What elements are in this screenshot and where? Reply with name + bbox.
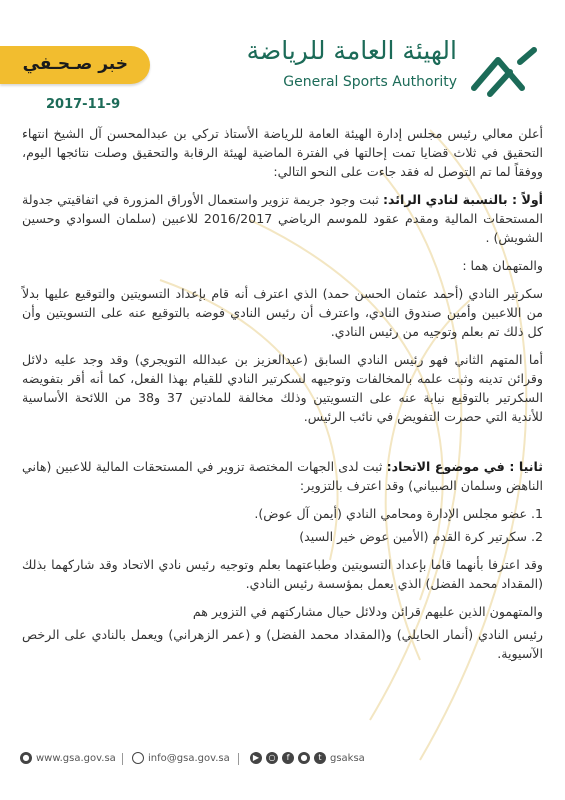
confession-paragraph: وقد اعترفا بأنهما قاما بإعداد التسويتين وطباعتهما بعلم وتوجيه رئيس نادي الاتحاد وقد شاركهما بذلك (المقداد محمد الفضل) الذي يعمل بمؤسسة رئيس النادي. [22, 557, 543, 591]
youtube-icon[interactable]: ▶ [250, 752, 262, 764]
section-heading: أولاً : بالنسبة لنادي الرائد: [382, 192, 544, 207]
email-icon [132, 752, 144, 764]
raed-finding-paragraph: أولاً : بالنسبة لنادي الرائد: ثبت وجود جريمة تزوير واستعمال الأوراق المزورة في اتفاقيتي جدولة المستحقات المالية ومقدم عقود للموسم الرياضي 2016/2017 للاعبين (سلمان السوادي وحسين الشويش) . [22, 192, 544, 245]
first-accused-paragraph: سكرتير النادي (أحمد عثمان الحسن حمد) الذي اعترف أنه قام بإعداد التسويتين والتوقيع عليها بدلاً من اللاعبين وأمين صندوق النادي، واعترف أن رئيس النادي فوضه بالتوقيع عنه على التسويتين وأن كل ذلك تم بعلم وتوجيه من رئيس النادي. [22, 286, 543, 339]
badge-label: خبر صـحـفي [22, 54, 128, 74]
snapchat-icon[interactable]: ● [298, 752, 310, 764]
accused-list-paragraph: رئيس النادي (أنمار الحايلي) و(المقداد محمد الفضل) و (عمر الزهراني) ويعمل بالنادي على الرخص الآسيوية. [22, 627, 543, 661]
list-item: 2. سكرتير كرة القدم (الأمين عوض خير السيد) [299, 529, 543, 544]
second-accused-paragraph: أما المتهم الثاني فهو رئيس النادي السابق (عبدالعزيز بن عبدالله التويجري) وقد وجد عليه دلائل وقرائن تدينه وثبت علمه بالمخالفات وتوجيهه لسكرتير النادي للقيام بهذا الفعل، كما أنه أقر بتفويضه السكرتير بالتوقيع نيابة عنه على التسويتين وذلك مخالفة للمادتين 37 و38 من اللائحة الأساسية للأندية التي حصرت التفويض في نائب الرئيس. [22, 352, 543, 424]
footer [20, 752, 541, 768]
instagram-icon[interactable]: ○ [266, 752, 278, 764]
article-body [22, 124, 543, 672]
footer-website[interactable]: ● www.gsa.gov.sa [20, 752, 116, 764]
org-name-arabic: الهيئة العامة للرياضة [246, 36, 457, 65]
list-item: 1. عضو مجلس الإدارة ومحامي النادي (أيمن آل عوض). [254, 506, 543, 521]
facebook-icon[interactable]: f [282, 752, 294, 764]
org-name-english: General Sports Authority [283, 74, 457, 90]
footer-social [250, 752, 365, 764]
social-handle: gsaksa [330, 752, 365, 764]
footer-email[interactable]: info@gsa.gov.sa [132, 752, 230, 764]
globe-icon: ● [20, 752, 32, 764]
release-date: 2017-11-9 [46, 97, 121, 112]
press-release-badge [0, 46, 150, 84]
intro-paragraph: أعلن معالي رئيس مجلس إدارة الهيئة العامة للرياضة الأستاذ تركي بن عبدالمحسن آل الشيخ انتهاء التحقيق في ثلاث قضايا تمت إحالتها في الفترة الماضية لهيئة الرقابة والتحقيق وصلت نتائجها اليوم، ووفقاً لما تم التوصل له فقد جاءت على النحو التالي: [22, 126, 543, 179]
gsa-logo-icon [468, 40, 540, 100]
accused-list-intro: والمتهمون الذين عليهم قرائن ودلائل حيال مشاركتهم في التزوير هم [192, 604, 543, 619]
twitter-icon[interactable]: t [314, 752, 326, 764]
accused-intro: والمتهمان هما : [462, 258, 543, 273]
ittihad-finding-paragraph: ثانيا : في موضوع الاتحاد: ثبت لدى الجهات المختصة تزوير في المستحقات المالية للاعبين (هاني الناهض وسلمان الصبياني) وقد اعترف بالتزوير: [22, 459, 543, 493]
section-heading: ثانيا : في موضوع الاتحاد: [386, 459, 543, 474]
